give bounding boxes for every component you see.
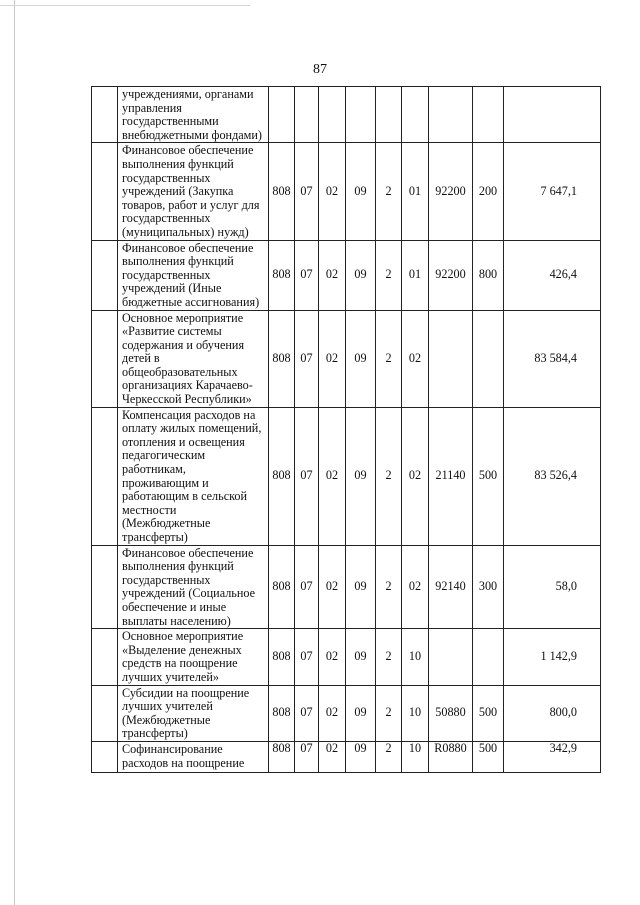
- section-cell: 07: [295, 545, 319, 629]
- expense-direction-cell: 50880: [429, 685, 473, 741]
- subprogram-cell: 2: [376, 741, 402, 772]
- item-name-cell: Основное мероприятие «Развитие системы содержания и обучения детей в общеобразовательных организациях Карачаево-Черкесской Республики»: [118, 310, 269, 407]
- expense-direction-cell: [429, 87, 473, 143]
- section-cell: 07: [295, 240, 319, 310]
- program-cell: 09: [346, 407, 376, 545]
- expense-direction-cell: 92200: [429, 143, 473, 240]
- row-number-cell: [92, 685, 118, 741]
- amount-cell: [504, 87, 601, 143]
- expense-type-cell: [473, 87, 504, 143]
- ministry-code-cell: 808: [269, 240, 295, 310]
- expense-direction-cell: R0880: [429, 741, 473, 772]
- table-row: [92, 143, 601, 240]
- section-cell: [295, 87, 319, 143]
- expense-type-cell: [473, 629, 504, 685]
- program-cell: 09: [346, 741, 376, 772]
- table-row: [92, 685, 601, 741]
- table-row: [92, 240, 601, 310]
- subsection-cell: 02: [319, 629, 346, 685]
- subprogram-cell: 2: [376, 310, 402, 407]
- expense-direction-cell: 92200: [429, 240, 473, 310]
- table-row: [92, 407, 601, 545]
- item-name-cell: Финансовое обеспечение выполнения функций государственных учреждений (Иные бюджетные ассигнования): [118, 240, 269, 310]
- event-cell: 10: [402, 741, 429, 772]
- row-number-cell: [92, 545, 118, 629]
- table-body: [92, 87, 601, 773]
- table-row: [92, 545, 601, 629]
- section-cell: 07: [295, 143, 319, 240]
- subprogram-cell: 2: [376, 407, 402, 545]
- program-cell: 09: [346, 545, 376, 629]
- section-cell: 07: [295, 741, 319, 772]
- item-name-cell: Основное мероприятие «Выделение денежных средств на поощрение лучших учителей»: [118, 629, 269, 685]
- item-name-cell: Субсидии на поощрение лучших учителей (Межбюджетные трансферты): [118, 685, 269, 741]
- page-number: 87: [313, 62, 327, 77]
- program-cell: 09: [346, 629, 376, 685]
- section-cell: 07: [295, 629, 319, 685]
- section-cell: 07: [295, 310, 319, 407]
- section-cell: 07: [295, 685, 319, 741]
- expense-type-cell: 200: [473, 143, 504, 240]
- program-cell: 09: [346, 685, 376, 741]
- expense-type-cell: 300: [473, 545, 504, 629]
- table-row: [92, 310, 601, 407]
- item-name-cell: Компенсация расходов на оплату жилых помещений, отопления и освещения педагогическим работникам, проживающим и работающим в сельской местности (Межбюджетные трансферты): [118, 407, 269, 545]
- row-number-cell: [92, 629, 118, 685]
- program-cell: 09: [346, 143, 376, 240]
- ministry-code-cell: 808: [269, 741, 295, 772]
- table-row: [92, 629, 601, 685]
- budget-table: [91, 86, 601, 773]
- amount-cell: 83 526,4: [504, 407, 601, 545]
- row-number-cell: [92, 741, 118, 772]
- row-number-cell: [92, 143, 118, 240]
- ministry-code-cell: 808: [269, 143, 295, 240]
- amount-cell: 83 584,4: [504, 310, 601, 407]
- event-cell: [402, 87, 429, 143]
- section-cell: 07: [295, 407, 319, 545]
- program-cell: 09: [346, 310, 376, 407]
- subsection-cell: 02: [319, 685, 346, 741]
- event-cell: 01: [402, 240, 429, 310]
- amount-cell: 7 647,1: [504, 143, 601, 240]
- ministry-code-cell: 808: [269, 310, 295, 407]
- event-cell: 02: [402, 407, 429, 545]
- subsection-cell: [319, 87, 346, 143]
- item-name-cell: Финансовое обеспечение выполнения функций государственных учреждений (Закупка товаров, работ и услуг для государственных (муниципальных) нужд): [118, 143, 269, 240]
- expense-direction-cell: [429, 310, 473, 407]
- item-name-cell: учреждениями, органами управления государственными внебюджетными фондами): [118, 87, 269, 143]
- event-cell: 01: [402, 143, 429, 240]
- scan-edge-line: [14, 0, 15, 905]
- row-number-cell: [92, 87, 118, 143]
- scan-top-line: [0, 5, 250, 6]
- event-cell: 02: [402, 545, 429, 629]
- ministry-code-cell: 808: [269, 685, 295, 741]
- subprogram-cell: 2: [376, 629, 402, 685]
- subsection-cell: 02: [319, 240, 346, 310]
- expense-type-cell: 800: [473, 240, 504, 310]
- subprogram-cell: [376, 87, 402, 143]
- event-cell: 10: [402, 629, 429, 685]
- row-number-cell: [92, 407, 118, 545]
- expense-direction-cell: 92140: [429, 545, 473, 629]
- ministry-code-cell: 808: [269, 545, 295, 629]
- subprogram-cell: 2: [376, 143, 402, 240]
- expense-type-cell: [473, 310, 504, 407]
- subsection-cell: 02: [319, 741, 346, 772]
- row-number-cell: [92, 240, 118, 310]
- expense-type-cell: 500: [473, 685, 504, 741]
- expense-type-cell: 500: [473, 741, 504, 772]
- subsection-cell: 02: [319, 545, 346, 629]
- amount-cell: 342,9: [504, 741, 601, 772]
- amount-cell: 800,0: [504, 685, 601, 741]
- item-name-cell: Финансовое обеспечение выполнения функций государственных учреждений (Социальное обеспечение и иные выплаты населению): [118, 545, 269, 629]
- row-number-cell: [92, 310, 118, 407]
- ministry-code-cell: 808: [269, 629, 295, 685]
- subsection-cell: 02: [319, 310, 346, 407]
- table-row: [92, 741, 601, 772]
- subprogram-cell: 2: [376, 545, 402, 629]
- expense-direction-cell: [429, 629, 473, 685]
- subprogram-cell: 2: [376, 240, 402, 310]
- ministry-code-cell: 808: [269, 407, 295, 545]
- expense-direction-cell: 21140: [429, 407, 473, 545]
- event-cell: 10: [402, 685, 429, 741]
- amount-cell: 58,0: [504, 545, 601, 629]
- ministry-code-cell: [269, 87, 295, 143]
- amount-cell: 426,4: [504, 240, 601, 310]
- program-cell: [346, 87, 376, 143]
- subprogram-cell: 2: [376, 685, 402, 741]
- subsection-cell: 02: [319, 407, 346, 545]
- amount-cell: 1 142,9: [504, 629, 601, 685]
- expense-type-cell: 500: [473, 407, 504, 545]
- program-cell: 09: [346, 240, 376, 310]
- item-name-cell: Софинансирование расходов на поощрение: [118, 741, 269, 772]
- event-cell: 02: [402, 310, 429, 407]
- table-row: [92, 87, 601, 143]
- subsection-cell: 02: [319, 143, 346, 240]
